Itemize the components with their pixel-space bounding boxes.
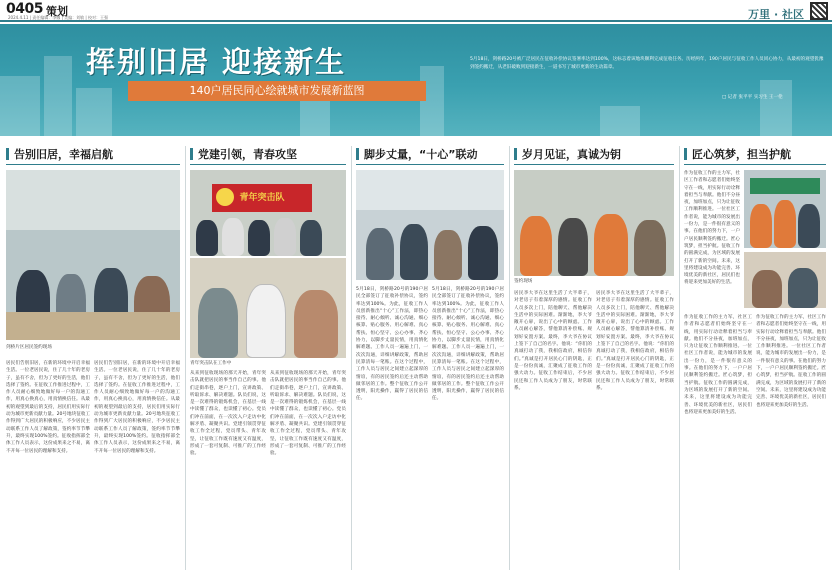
photo-office-workers xyxy=(744,170,826,248)
column-rule xyxy=(185,146,186,570)
article-text: 5月18日，剑桥路20号的190户居民全部签订了征收补偿协议，签约率达到100%。为此，征收工作人员创新推出“十心”工作法，即热心接待、耐心倾听、诚心沟通、细心核算、贴心服务、用心解难、真心帮扶、恒心坚守、公心办事、齐心协力，以脚步丈量民情，用真情化解难题。工作人员一遍遍上门，一次次沟通，详细讲解政策，帮助居民算清每一笔账。在这个过程中，工作人员与居民之间建立起深厚的情谊，有的居民签约后还主动帮助做邻居的工作。整个征收工作公开透明，阳光操作，赢得了居民的信任。 xyxy=(432,287,504,402)
feature-banner xyxy=(0,24,832,136)
column-title-1: 告别旧居，幸福启航 xyxy=(6,146,113,162)
divider xyxy=(6,164,180,165)
photo-signing-site xyxy=(514,170,674,276)
masthead xyxy=(0,0,832,22)
photo-volunteers xyxy=(744,252,826,308)
team-banner: 青年突击队 xyxy=(212,184,312,212)
column-title-2: 党建引领，青春攻坚 xyxy=(190,146,297,162)
photo-caption: 签约现场 xyxy=(514,279,533,284)
divider xyxy=(356,164,504,165)
headline: 挥别旧居 迎接新生 xyxy=(86,45,347,79)
subheadline: 140户居民同心绘就城市发展新蓝图 xyxy=(128,81,426,101)
column-rule xyxy=(351,146,352,570)
article-text: 作为征收工作的主力军，社区工作者和志愿者们始终坚守在一线，用实际行动诠释着担当与奉献。他们不分昼夜，加班加点，只为让征收工作顺利推进。一位社区工作者说，能为城市的发展出一份力，是一件很有意义的事。在他们的努力下，一户户居民顺利签约搬迁。匠心筑梦，担当护航。征收工作的圆满完成，为区域的发展打开了新的空间。未来，这里将建设成为功能完善、环境优美的新社区，居民们也将迎来更加美好的生活。 xyxy=(684,315,752,415)
article-text: 5月18日，剑桥路20号的190户居民全部签订了征收补偿协议，签约率达到100%。为此，征收工作人员创新推出“十心”工作法，即热心接待、耐心倾听、诚心沟通、细心核算、贴心服务、用心解难、真心帮扶、恒心坚守、公心办事、齐心协力，以脚步丈量民情，用真情化解难题。工作人员一遍遍上门，一次次沟通，详细讲解政策，帮助居民算清每一笔账。在这个过程中，工作人员与居民之间建立起深厚的情谊，有的居民签约后还主动帮助做邻居的工作。整个征收工作公开透明，阳光操作，赢得了居民的信任。 xyxy=(356,287,428,402)
column-title-3: 脚步丈量，“十心”联动 xyxy=(356,146,477,162)
issue-line: 2024.4.11 | 责任编辑：李娜 | 美编：刘敏 | 校对：王强 xyxy=(8,15,109,20)
article-text: 从来到征收现场的那天开始，青年突击队就把居民的事当作自己的事。他们走街串巷，逐户上门，宣讲政策、听取诉求、解决难题。队员们说，这是一次难得的锻炼机会，在基层一线中读懂了群众，也读懂了初心。党员们冲在前面，在一次次入户走访中化解矛盾、凝聚共识。党建引领贯穿征收工作全过程，党员带头、青年攻坚，让征收工作既有速度又有温度，形成了一套可复制、可推广的工作经验。 xyxy=(270,371,346,457)
photo-signing-meeting xyxy=(6,170,180,340)
photo-home-visit xyxy=(190,258,346,358)
article-text: 作为征收工作的主力军，社区工作者和志愿者们始终坚守在一线，用实际行动诠释着担当与奉献。他们不分昼夜，加班加点，只为让征收工作顺利推进。一位社区工作者说，能为城市的发展出一份力，是一件很有意义的事。在他们的努力下，一户户居民顺利签约搬迁。匠心筑梦，担当护航。征收工作的圆满完成，为区域的发展打开了新的空间。未来，这里将建设成为功能完善、环境优美的新社区，居民们也将迎来更加美好的生活。 xyxy=(684,171,740,286)
page-number: 0405 xyxy=(6,1,43,17)
article-text: 居民们告别旧居，在新的环境中开启幸福生活。一位老居民说，住了几十年的老房子，虽有不舍，但为了更好的生活，他们选择了签约。在征收工作推进过程中，工作人员耐心细致地做好每一户的沟通工作，用真心换真心，用真情换信任。从最初的观望到最后的支持，居民们用实际行动为城市更新贡献力量。20号地块征收工作得到广大居民的积极响应，不少居民主动联系工作人员了解政策，签约率节节攀升，最终实现100%签约。征收指挥部全体工作人员表示，这份成果来之不易，离不开每一位居民的理解和支持。 xyxy=(94,361,180,454)
photo-caption: 剑桥片区居民签约现场 xyxy=(6,345,52,350)
section-title: 策划 xyxy=(46,5,68,18)
article-text: 居民李大爷在这里生活了大半辈子，对老房子有着深厚的感情。征收工作人员多次上门，陪他聊天、帮他解决生活中的实际困难。渐渐地，李大爷敞开心扉，说出了心中的顾虑。工作人员耐心解答，帮他算清补偿账、规划好安置方案。最终，李大爷在协议上签下了自己的名字。他说：“你们的真诚打动了我，我相信政府，相信你们。”真诚是打开居民心门的钥匙，正是一份份真诚，汇聚成了征收工作的强大动力。征收工作结束后，不少居民还和工作人员成为了朋友，时常联系。 xyxy=(596,291,674,391)
article-text: 作为征收工作的主力军，社区工作者和志愿者们始终坚守在一线，用实际行动诠释着担当与奉献。他们不分昼夜，加班加点，只为让征收工作顺利推进。一位社区工作者说，能为城市的发展出一份力，是一件很有意义的事。在他们的努力下，一户户居民顺利签约搬迁。匠心筑梦，担当护航。征收工作的圆满完成，为区域的发展打开了新的空间。未来，这里将建设成为功能完善、环境优美的新社区，居民们也将迎来更加美好的生活。 xyxy=(756,315,826,408)
lead-paragraph: 5月18日，剑桥路20号被广泛居民在征收补偿协议签署率达到100%，这标志着该地块顺利完成征收任务。历经两年，190户居民与征收工作人员同心协力，从最初的观望犹豫到签约搬迁，从老旧破败到迎接新生，一道书写了城市更新的生动篇章。 xyxy=(470,57,824,70)
article-text: 居民们告别旧居，在新的环境中开启幸福生活。一位老居民说，住了几十年的老房子，虽有不舍，但为了更好的生活，他们选择了签约。在征收工作推进过程中，工作人员耐心细致地做好每一户的沟通工作，用真心换真心，用真情换信任。从最初的观望到最后的支持，居民们用实际行动为城市更新贡献力量。20号地块征收工作得到广大居民的积极响应，不少居民主动联系工作人员了解政策，签约率节节攀升，最终实现100%签约。征收指挥部全体工作人员表示，这份成果来之不易，离不开每一位居民的理解和支持。 xyxy=(6,361,90,454)
photo-community-meeting xyxy=(356,170,504,280)
brand-logo: 万里 · 社区 xyxy=(748,8,804,21)
qr-code-icon xyxy=(810,2,828,20)
divider xyxy=(684,164,826,165)
divider xyxy=(514,164,674,165)
column-rule xyxy=(509,146,510,570)
column-title-4: 岁月见证，真诚为钥 xyxy=(514,146,621,162)
reporter-byline: □ 记者 张平平 实习生 王一伦 xyxy=(722,95,783,100)
article-text: 居民李大爷在这里生活了大半辈子，对老房子有着深厚的感情。征收工作人员多次上门，陪他聊天、帮他解决生活中的实际困难。渐渐地，李大爷敞开心扉，说出了心中的顾虑。工作人员耐心解答，帮他算清补偿账、规划好安置方案。最终，李大爷在协议上签下了自己的名字。他说：“你们的真诚打动了我，我相信政府，相信你们。”真诚是打开居民心门的钥匙，正是一份份真诚，汇聚成了征收工作的强大动力。征收工作结束后，不少居民还和工作人员成为了朋友，时常联系。 xyxy=(514,291,592,391)
column-rule xyxy=(679,146,680,570)
column-title-5: 匠心筑梦，担当护航 xyxy=(684,146,791,162)
article-text: 从来到征收现场的那天开始，青年突击队就把居民的事当作自己的事。他们走街串巷，逐户上门，宣讲政策、听取诉求、解决难题。队员们说，这是一次难得的锻炼机会，在基层一线中读懂了群众，也读懂了初心。党员们冲在前面，在一次次入户走访中化解矛盾、凝聚共识。党建引领贯穿征收工作全过程，党员带头、青年攻坚，让征收工作既有速度又有温度，形成了一套可复制、可推广的工作经验。 xyxy=(190,371,266,457)
divider xyxy=(190,164,346,165)
party-emblem-icon xyxy=(216,188,234,206)
photo-caption: 青年突击队在工作中 xyxy=(190,361,232,366)
photo-youth-team xyxy=(190,170,346,256)
